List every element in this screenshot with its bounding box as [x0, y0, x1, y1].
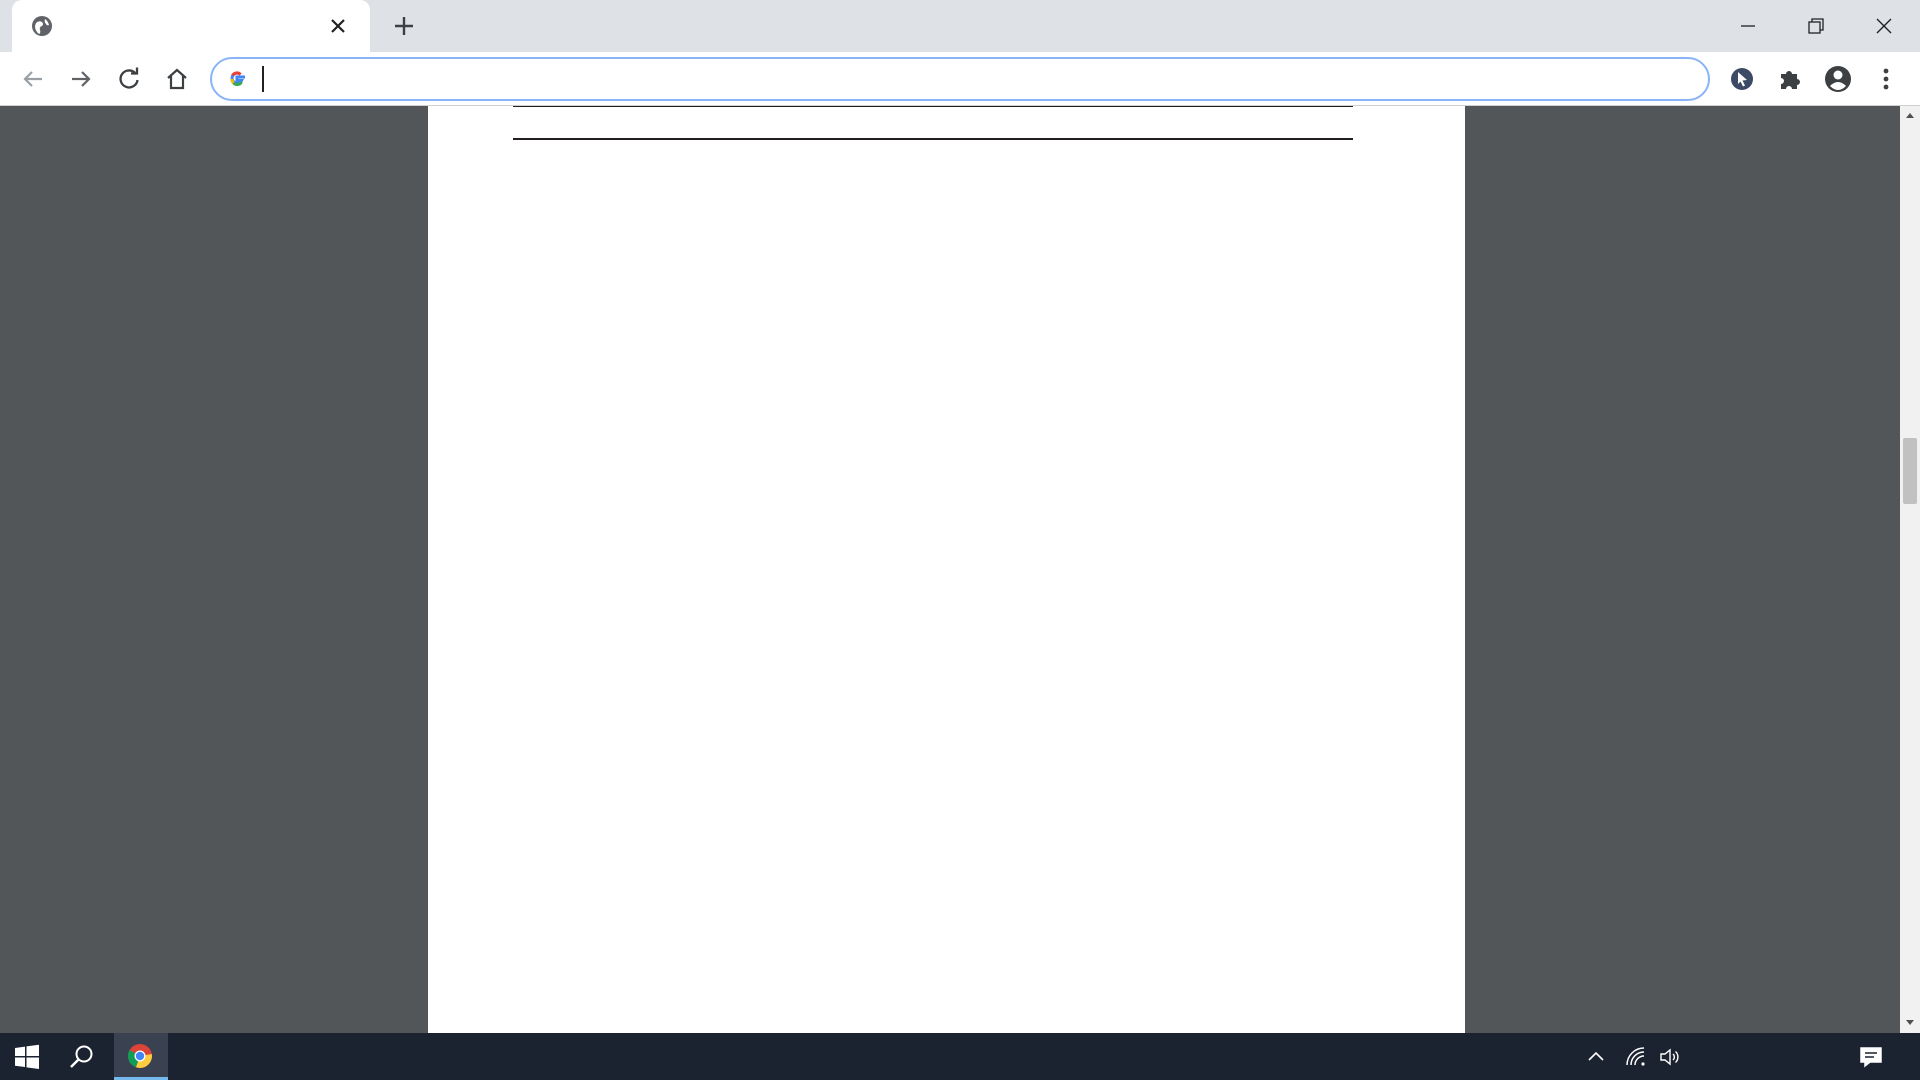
browser-tab[interactable] — [12, 0, 370, 52]
tab-strip — [0, 0, 1920, 52]
kebab-menu-icon[interactable] — [1870, 63, 1902, 95]
notification-icon[interactable] — [1858, 1044, 1884, 1070]
windows-taskbar — [0, 1033, 1920, 1080]
windows-start-icon[interactable] — [14, 1044, 40, 1070]
table-row — [513, 268, 1353, 288]
window-close-icon[interactable] — [1866, 8, 1902, 44]
scrollbar-thumb[interactable] — [1903, 438, 1917, 504]
vertical-scrollbar[interactable] — [1900, 106, 1920, 1033]
text-cursor — [262, 66, 264, 92]
table-row — [513, 144, 1353, 164]
table-row — [513, 412, 1353, 432]
table-top-rule — [513, 106, 1353, 107]
cursor-extension-icon[interactable] — [1726, 63, 1758, 95]
speaker-icon[interactable] — [1658, 1045, 1682, 1069]
home-icon[interactable] — [162, 64, 192, 94]
scroll-up-icon[interactable] — [1904, 110, 1916, 122]
reload-icon[interactable] — [114, 64, 144, 94]
chevron-up-icon[interactable] — [1586, 1047, 1606, 1067]
google-g-icon — [226, 68, 248, 90]
wifi-icon[interactable] — [1624, 1045, 1648, 1069]
globe-icon — [31, 15, 53, 37]
table-row — [513, 288, 1353, 308]
minimize-icon[interactable] — [1730, 8, 1766, 44]
search-icon[interactable] — [68, 1043, 96, 1071]
table-row — [513, 165, 1353, 185]
address-input[interactable] — [262, 65, 1682, 93]
puzzle-icon[interactable] — [1774, 63, 1806, 95]
table-row — [513, 185, 1353, 205]
close-icon[interactable] — [326, 14, 350, 38]
taskbar-chrome-button[interactable] — [114, 1033, 168, 1080]
table-row — [513, 226, 1353, 246]
address-bar[interactable] — [210, 57, 1710, 101]
table-row — [513, 247, 1353, 267]
table-row — [513, 391, 1353, 411]
table-row — [513, 309, 1353, 329]
table-header-row — [513, 113, 1353, 133]
scroll-down-icon[interactable] — [1904, 1016, 1916, 1028]
profile-icon[interactable] — [1822, 63, 1854, 95]
table-row — [513, 329, 1353, 349]
arrow-right-icon[interactable] — [66, 64, 96, 94]
table-row — [513, 206, 1353, 226]
table-row — [513, 371, 1353, 391]
arrow-left-icon[interactable] — [18, 64, 48, 94]
table-header-rule — [513, 138, 1353, 140]
chrome-icon — [127, 1043, 153, 1069]
restore-icon[interactable] — [1798, 8, 1834, 44]
plus-icon[interactable] — [390, 12, 418, 40]
page-viewport[interactable] — [0, 106, 1900, 1033]
table-row — [513, 350, 1353, 370]
browser-toolbar — [0, 52, 1920, 106]
